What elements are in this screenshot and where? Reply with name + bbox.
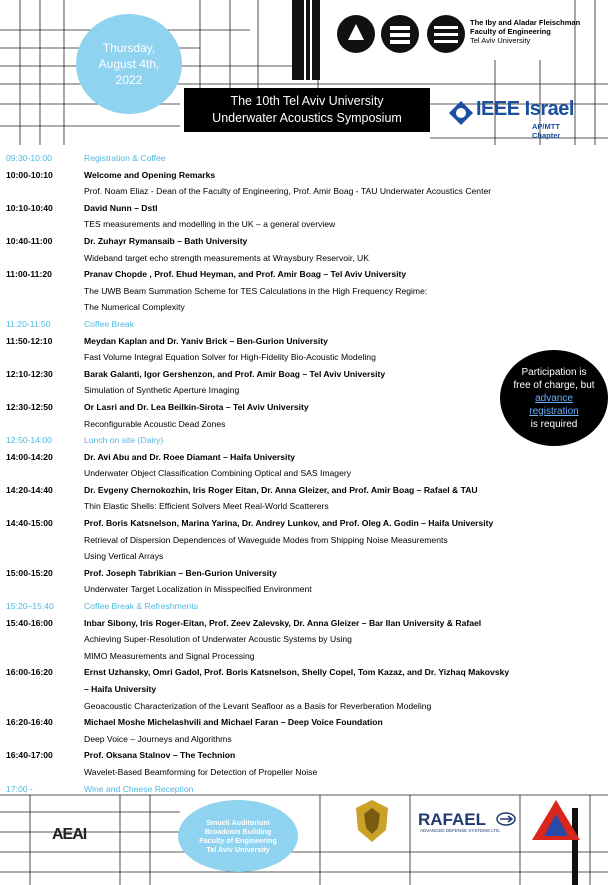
venue-line2: Broadcom Building <box>204 827 272 836</box>
schedule-time: 11:50-12:10 <box>6 335 53 346</box>
ieee-name: IEEE Israel <box>476 98 574 120</box>
schedule-row <box>0 432 608 449</box>
schedule-row <box>0 615 608 632</box>
schedule-text: Thin Elastic Shells: Efficient Solvers Meet Real-World Scatterers <box>84 501 329 512</box>
program-schedule <box>0 150 608 797</box>
schedule-row <box>0 316 608 333</box>
schedule-text: Prof. Oksana Stalnov – The Technion <box>84 750 236 761</box>
schedule-text: Welcome and Opening Remarks <box>84 169 216 180</box>
registration-notice <box>500 350 608 446</box>
schedule-row <box>0 714 608 731</box>
schedule-text: Registration & Coffee <box>84 153 166 163</box>
schedule-row <box>0 731 608 748</box>
aeai-logo: AEAI <box>52 826 87 843</box>
faculty-line2: Faculty of Engineering <box>470 27 551 36</box>
notice-line2: free of charge, but <box>513 379 595 391</box>
schedule-text: Meydan Kaplan and Dr. Yaniv Brick – Ben-Gurion University <box>84 335 328 346</box>
faculty-name <box>470 18 605 45</box>
faculty-line3: Tel Aviv University <box>470 36 531 45</box>
schedule-row <box>0 150 608 167</box>
schedule-time: 12:50-14:00 <box>6 435 52 446</box>
venue-line3: Faculty of Engineering <box>199 836 277 845</box>
date-line-day: August 4th, <box>98 57 160 71</box>
schedule-time: 11:20-11:50 <box>6 318 51 329</box>
tau-engineering-logos <box>336 14 476 54</box>
ieee-chapter: AP/MTT Chapter <box>532 122 561 140</box>
schedule-text: Lunch on site (Dairy) <box>84 435 164 446</box>
schedule-time: 15:40-16:00 <box>6 617 53 628</box>
date-line-weekday: Thursday, <box>102 41 156 55</box>
schedule-row <box>0 167 608 184</box>
crest-logo <box>348 798 396 844</box>
schedule-text: The UWB Beam Summation Scheme for TES Calculations in the High Frequency Regime: <box>84 285 428 296</box>
schedule-text: Dr. Zuhayr Rymansaib – Bath University <box>84 235 248 246</box>
schedule-text: Ernst Uzhansky, Omri Gadol, Prof. Boris Katsnelson, Shelly Copel, Tom Kazaz, and Dr. Yizhaq Makovsky <box>84 667 510 678</box>
schedule-row <box>0 250 608 267</box>
schedule-text: The Numerical Complexity <box>84 302 185 313</box>
notice-line3: is required <box>530 418 578 430</box>
schedule-row <box>0 648 608 665</box>
schedule-time: 10:40-11:00 <box>6 235 53 246</box>
title-line2: Underwater Acoustics Symposium <box>212 111 402 125</box>
schedule-text: Dr. Evgeny Chernokozhin, Iris Roger Eitan, Dr. Anna Gleizer, and Prof. Amir Boag – Rafael & TAU <box>84 484 478 495</box>
rafael-tagline: ADVANCED DEFENSE SYSTEMS LTD. <box>420 828 501 833</box>
schedule-row <box>0 183 608 200</box>
schedule-time: 17:00 - <box>6 783 33 794</box>
schedule-row <box>0 233 608 250</box>
registration-link-line2[interactable]: registration <box>529 405 579 417</box>
schedule-row <box>0 532 608 549</box>
schedule-text: Using Vertical Arrays <box>84 551 164 562</box>
triangle-logo <box>530 798 582 844</box>
schedule-time: 09:30-10:00 <box>6 153 52 163</box>
schedule-row <box>0 515 608 532</box>
schedule-text: Underwater Object Classification Combining Optical and SAS Imagery <box>84 468 352 479</box>
schedule-text: Simulation of Synthetic Aperture Imaging <box>84 385 240 396</box>
ieee-diamond-icon <box>448 100 474 126</box>
schedule-text: Prof. Joseph Tabrikian – Ben-Gurion University <box>84 567 277 578</box>
schedule-row <box>0 747 608 764</box>
schedule-text: Wavelet-Based Beamforming for Detection of Propeller Noise <box>84 766 318 777</box>
schedule-text: Fast Volume Integral Equation Solver for High-Fidelity Bio-Acoustic Modeling <box>84 352 376 363</box>
schedule-text: Coffee Break & Refreshments <box>84 601 199 612</box>
schedule-text: – Haifa University <box>84 684 157 694</box>
schedule-row <box>0 333 608 350</box>
schedule-time: 14:20-14:40 <box>6 484 53 495</box>
symposium-title <box>184 88 430 132</box>
schedule-row <box>0 465 608 482</box>
schedule-row <box>0 664 608 681</box>
schedule-time: 14:40-15:00 <box>6 518 53 529</box>
schedule-text: Barak Galanti, Igor Gershenzon, and Prof. Amir Boag – Tel Aviv University <box>84 368 386 379</box>
schedule-text: Prof. Boris Katsnelson, Marina Yarina, Dr. Andrey Lunkov, and Prof. Oleg A. Godin – Haifa University <box>84 518 494 529</box>
schedule-row <box>0 299 608 316</box>
schedule-text: Wideband target echo strength measurements at Wraysbury Reservoir, UK <box>84 252 369 263</box>
schedule-text: Geoacoustic Characterization of the Levant Seafloor as a Basis for Reverberation Modeling <box>84 700 432 711</box>
schedule-time: 10:10-10:40 <box>6 202 53 213</box>
schedule-row <box>0 598 608 615</box>
date-line-year: 2022 <box>115 73 143 87</box>
schedule-text: Prof. Noam Eliaz - Dean of the Faculty of Engineering, Prof. Amir Boag - TAU Underwater Acoustics Center <box>84 186 492 197</box>
schedule-row <box>0 482 608 499</box>
schedule-text: Underwater Target Localization in Misspecified Environment <box>84 584 312 595</box>
schedule-text: Inbar Sibony, Iris Roger-Eitan, Prof. Zeev Zalevsky, Dr. Anna Gleizer – Bar Ilan University & Rafael <box>84 617 482 628</box>
schedule-row <box>0 548 608 565</box>
schedule-text: Retrieval of Dispersion Dependences of Waveguide Modes from Shipping Noise Measurements <box>84 534 448 545</box>
schedule-row <box>0 266 608 283</box>
schedule-time: 16:20-16:40 <box>6 717 53 728</box>
schedule-time: 12:30-12:50 <box>6 401 53 412</box>
schedule-row <box>0 498 608 515</box>
schedule-time: 16:00-16:20 <box>6 667 53 678</box>
registration-link-line1[interactable]: advance <box>535 392 573 404</box>
schedule-text: Achieving Super-Resolution of Underwater Acoustic Systems by Using <box>84 634 352 645</box>
schedule-row <box>0 698 608 715</box>
schedule-row <box>0 200 608 217</box>
notice-line1: Participation is <box>521 366 587 378</box>
schedule-time: 16:40-17:00 <box>6 750 53 761</box>
schedule-text: David Nunn – Dstl <box>84 202 158 213</box>
schedule-text: Dr. Avi Abu and Dr. Roee Diamant – Haifa University <box>84 451 296 462</box>
schedule-text: Pranav Chopde , Prof. Ehud Heyman, and Prof. Amir Boag – Tel Aviv University <box>84 269 407 280</box>
schedule-text: Wine and Cheese Reception <box>84 783 194 794</box>
rafael-arrow-icon <box>496 812 516 826</box>
schedule-row <box>0 764 608 781</box>
schedule-time: 15:00-15:20 <box>6 567 53 578</box>
schedule-row <box>0 565 608 582</box>
date-bubble <box>76 14 182 114</box>
schedule-text: Or Lasri and Dr. Lea Beilkin-Sirota – Tel Aviv University <box>84 401 309 412</box>
schedule-text: Michael Moshe Michelashvili and Michael Faran – Deep Voice Foundation <box>84 717 383 728</box>
schedule-row <box>0 216 608 233</box>
schedule-time: 11:00-11:20 <box>6 269 52 280</box>
schedule-text: MIMO Measurements and Signal Processing <box>84 650 255 661</box>
faculty-line1: The Iby and Aladar Fleischman <box>470 18 581 27</box>
schedule-text: Coffee Break <box>84 318 135 329</box>
schedule-row <box>0 681 608 698</box>
schedule-row <box>0 449 608 466</box>
schedule-time: 12:10-12:30 <box>6 368 53 379</box>
schedule-row <box>0 581 608 598</box>
schedule-row <box>0 283 608 300</box>
schedule-time: 14:00-14:20 <box>6 451 53 462</box>
schedule-text: Reconfigurable Acoustic Dead Zones <box>84 418 226 429</box>
schedule-row <box>0 781 608 798</box>
rafael-logo: RAFAEL <box>418 810 486 829</box>
schedule-time: 15:20–15:40 <box>6 601 54 612</box>
schedule-time: 10:00-10:10 <box>6 169 53 180</box>
ieee-logo <box>448 98 588 140</box>
venue-line4: Tel Aviv University <box>206 845 270 854</box>
title-line1: The 10th Tel Aviv University <box>230 94 384 108</box>
venue-line1: Smueli Auditorium <box>206 818 270 827</box>
venue-bubble <box>178 800 298 872</box>
schedule-text: TES measurements and modelling in the UK – a general overview <box>84 219 336 230</box>
schedule-text: Deep Voice – Journeys and Algorithms <box>84 733 232 744</box>
schedule-row <box>0 631 608 648</box>
